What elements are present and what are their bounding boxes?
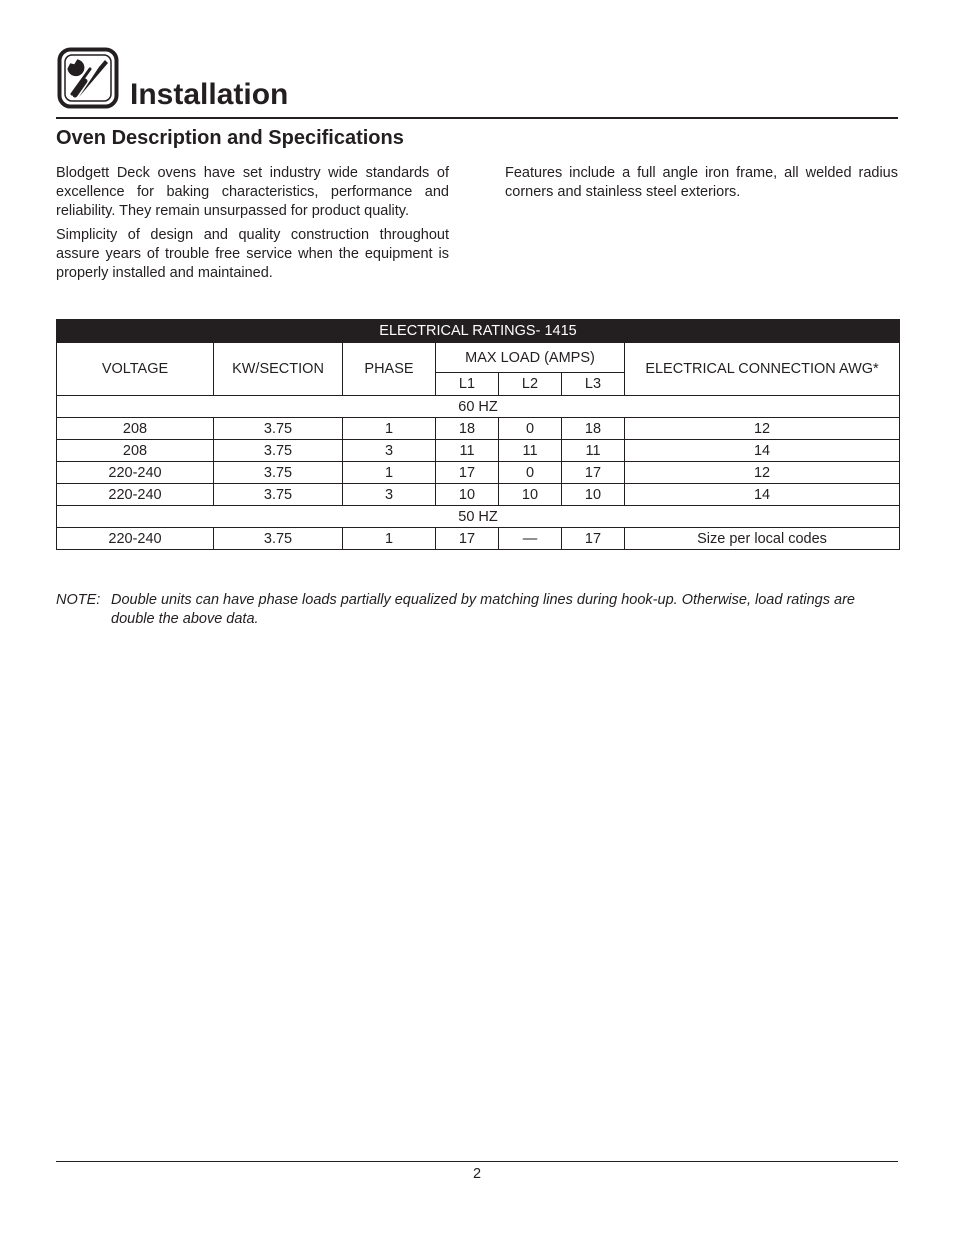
voltage-cell: 208 [57, 440, 214, 462]
kw-cell: 3.75 [214, 528, 343, 550]
l3-cell: 18 [562, 418, 625, 440]
section-title: Oven Description and Specifications [56, 127, 404, 149]
kw-cell: 3.75 [214, 484, 343, 506]
phase-cell: 3 [343, 440, 436, 462]
table-row [57, 418, 900, 440]
l1-header: L1 [436, 373, 499, 396]
features-paragraph: Features include a full angle iron frame, all welded radius corners and stainless steel exteriors. [505, 165, 898, 200]
l1-cell: 11 [436, 440, 499, 462]
kw-section-header: KW/SECTION [214, 343, 343, 396]
intro-paragraph: Blodgett Deck ovens have set industry wide standards of excellence for baking characteristics, performance and reliability. They remain unsurpassed for product quality. [56, 165, 449, 219]
intro-column-left [56, 164, 449, 288]
voltage-header: VOLTAGE [57, 343, 214, 396]
awg-cell: 12 [625, 462, 900, 484]
l2-cell: — [499, 528, 562, 550]
kw-cell: 3.75 [214, 440, 343, 462]
kw-cell: 3.75 [214, 462, 343, 484]
group-label-50hz: 50 HZ [57, 506, 900, 528]
l2-cell: 0 [499, 462, 562, 484]
l3-cell: 17 [562, 462, 625, 484]
phase-cell: 1 [343, 462, 436, 484]
l3-cell: 17 [562, 528, 625, 550]
voltage-cell: 220-240 [57, 462, 214, 484]
l1-cell: 17 [436, 528, 499, 550]
header-divider [56, 117, 898, 119]
electrical-ratings-table [56, 319, 900, 550]
l2-cell: 0 [499, 418, 562, 440]
footer-divider [56, 1161, 898, 1162]
table-row [57, 462, 900, 484]
intro-paragraph: Simplicity of design and quality construction throughout assure years of trouble free service when the equipment is properly installed and maintained. [56, 227, 449, 281]
l3-header: L3 [562, 373, 625, 396]
voltage-cell: 220-240 [57, 528, 214, 550]
table-row [57, 440, 900, 462]
l1-cell: 10 [436, 484, 499, 506]
l3-cell: 11 [562, 440, 625, 462]
awg-cell: 12 [625, 418, 900, 440]
group-label-60hz: 60 HZ [57, 396, 900, 418]
kw-cell: 3.75 [214, 418, 343, 440]
l1-cell: 17 [436, 462, 499, 484]
phase-cell: 1 [343, 528, 436, 550]
note-label: NOTE: [56, 592, 101, 608]
awg-header: ELECTRICAL CONNECTION AWG* [625, 343, 900, 396]
phase-header: PHASE [343, 343, 436, 396]
l1-cell: 18 [436, 418, 499, 440]
voltage-cell: 220-240 [57, 484, 214, 506]
note-text: Double units can have phase loads partially equalized by matching lines during hook-up. Otherwise, load ratings are double the above data. [111, 592, 855, 627]
l3-cell: 10 [562, 484, 625, 506]
table-row [57, 528, 900, 550]
awg-cell: Size per local codes [625, 528, 900, 550]
page-title: Installation [130, 78, 289, 111]
table-row [57, 484, 900, 506]
voltage-cell: 208 [57, 418, 214, 440]
table-caption: ELECTRICAL RATINGS- 1415 [57, 320, 900, 343]
l2-header: L2 [499, 373, 562, 396]
tools-icon [57, 47, 119, 109]
l2-cell: 10 [499, 484, 562, 506]
page-number: 2 [472, 1166, 482, 1182]
phase-cell: 1 [343, 418, 436, 440]
intro-column-right [505, 164, 898, 207]
awg-cell: 14 [625, 484, 900, 506]
l2-cell: 11 [499, 440, 562, 462]
awg-cell: 14 [625, 440, 900, 462]
max-load-header: MAX LOAD (AMPS) [436, 343, 625, 373]
phase-cell: 3 [343, 484, 436, 506]
table-note [56, 591, 899, 628]
